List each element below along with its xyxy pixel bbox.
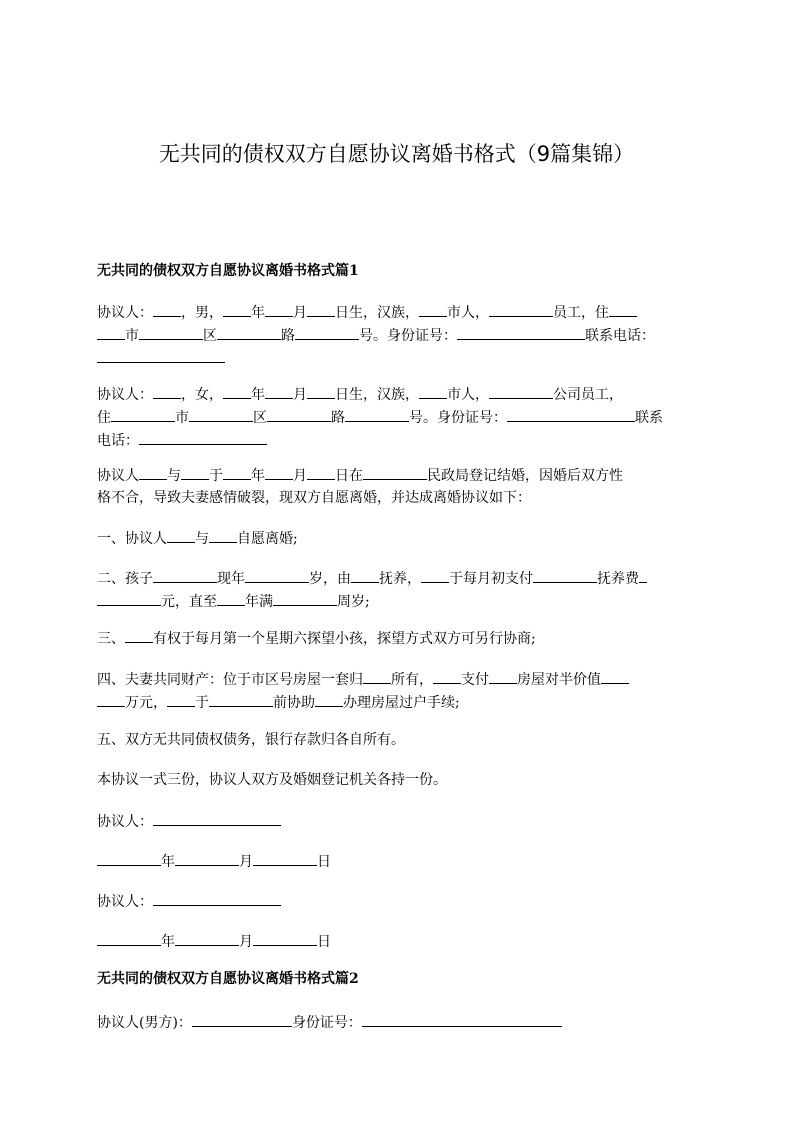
document-title: 无共同的债权双方自愿协议离婚书格式（9篇集锦） bbox=[158, 142, 635, 166]
clause-2: 二、孩子 现年 岁，由 抚养， 于每月初支付 抚养费 元，直至 年满 周岁; bbox=[97, 567, 697, 613]
clause-4: 四、夫妻共同财产：位于市区号房屋一套归 所有， 支付 房屋对半价值 万元， 于 前协助 办理房屋过户手续; bbox=[97, 668, 697, 714]
section-heading-2: 无共同的债权双方自愿协议离婚书格式篇2 bbox=[97, 971, 359, 987]
signature-line-2: 协议人： bbox=[97, 890, 697, 913]
section2-party-male: 协议人(男方)： 身份证号： bbox=[97, 1011, 697, 1034]
paragraph-marriage-registration: 协议人 与 于 年 月 日在 民政局登记结婚，因婚后双方性 格不合，导致夫妻感情破裂，现双方自愿离婚，并达成离婚协议如下： bbox=[97, 464, 697, 509]
signature-line-1: 协议人： bbox=[97, 810, 697, 833]
paragraph-party-female: 协议人： ，女， 年 月 日生，汉族， 市人， 公司员工， 住 市 区 路 号。身份证号： 联系 电话： bbox=[97, 383, 697, 452]
date-line-1: 年 月 日 bbox=[97, 850, 697, 873]
clause-3: 三、 有权于每月第一个星期六探望小孩，探望方式双方可另行协商; bbox=[97, 627, 697, 650]
section-heading-1: 无共同的债权双方自愿协议离婚书格式篇1 bbox=[97, 263, 359, 279]
copies-clause: 本协议一式三份，协议人双方及婚姻登记机关各持一份。 bbox=[97, 772, 447, 788]
paragraph-party-male: 协议人： ，男， 年 月 日生，汉族， 市人， 员工，住 市 区 路 号。身份证号： 联系电话： bbox=[97, 301, 697, 370]
date-line-2: 年 月 日 bbox=[97, 930, 697, 953]
clause-5: 五、双方无共同债权债务，银行存款归各自所有。 bbox=[97, 732, 405, 748]
clause-1: 一、协议人 与 自愿离婚; bbox=[97, 527, 697, 550]
